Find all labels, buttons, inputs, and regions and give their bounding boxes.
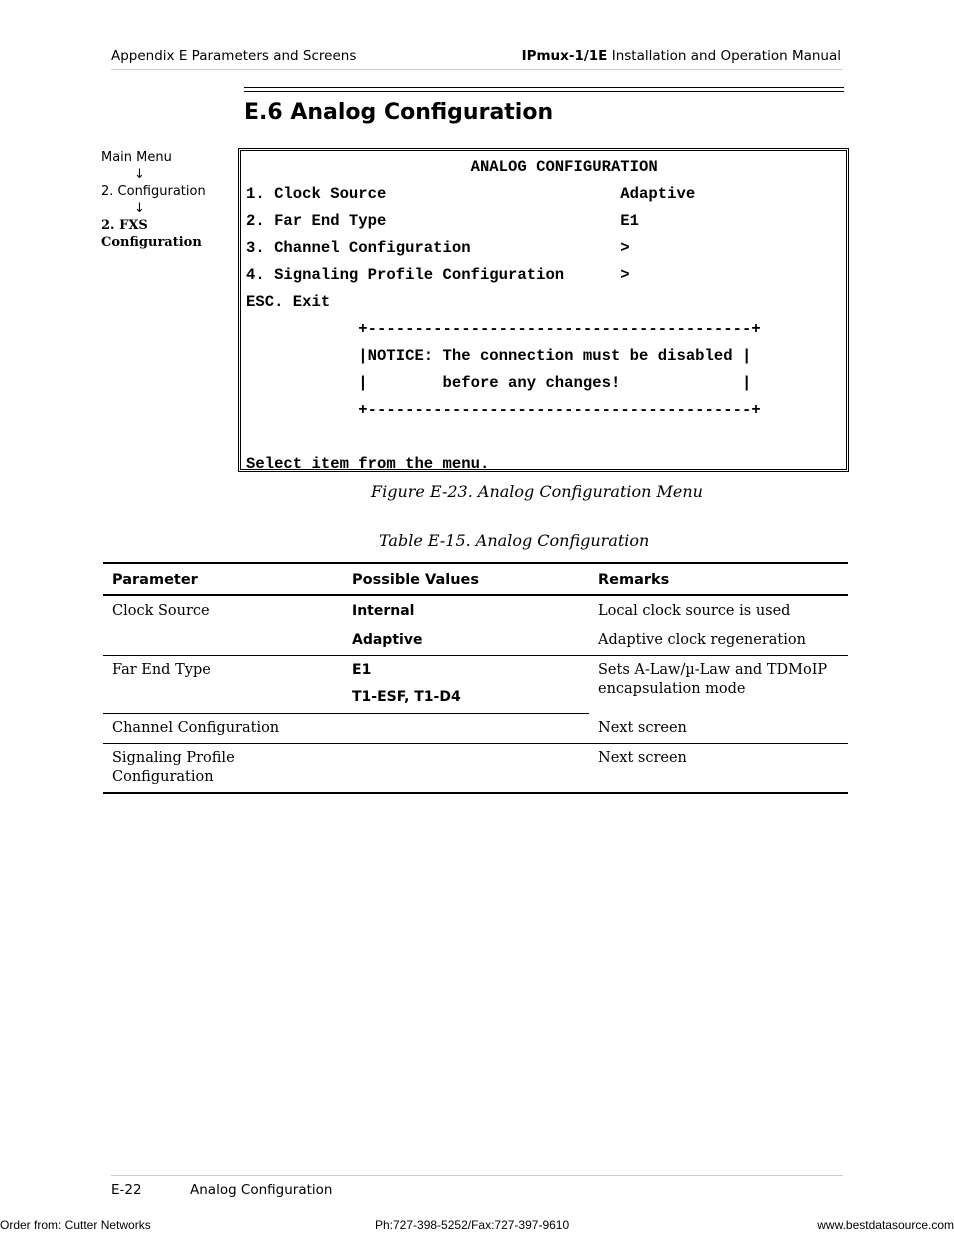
footer-section-title: Analog Configuration (190, 1182, 333, 1198)
manual-product-name: IPmux-1/1E (521, 48, 608, 64)
order-source: Order from: Cutter Networks (0, 1218, 151, 1232)
table-cell (103, 625, 343, 656)
terminal-text (246, 154, 761, 478)
menu-path-navigation (101, 149, 236, 251)
table-cell: Signaling Profile Configuration (103, 744, 343, 794)
table-cell: Adaptive clock regeneration (589, 625, 848, 656)
parameters-table (103, 562, 848, 794)
manual-title: Installation and Operation Manual (607, 48, 841, 64)
column-header-values: Possible Values (343, 563, 589, 595)
table-cell (343, 744, 589, 794)
table-row (103, 744, 848, 794)
table-row (103, 595, 848, 625)
terminal-line: 3. Channel Configuration > (246, 239, 630, 257)
terminal-line: | before any changes! | (246, 374, 752, 392)
running-header-left: Appendix E Parameters and Screens (111, 48, 357, 64)
figure-caption: Figure E-23. Analog Configuration Menu (371, 482, 703, 501)
table-cell: Adaptive (343, 625, 589, 656)
table-cell: Sets A-Law/µ-Law and TDMoIP encapsulation mode (598, 662, 828, 697)
terminal-screen (238, 148, 849, 472)
nav-current-line1: 2. FXS (101, 218, 148, 233)
table-cell (343, 714, 589, 744)
down-arrow-icon: ↓ (134, 201, 145, 216)
nav-main-menu: Main Menu (101, 150, 172, 165)
table-header-row (103, 563, 848, 595)
table-cell: Next screen (589, 744, 848, 794)
page-number: E-22 (111, 1182, 142, 1198)
column-header-remarks: Remarks (589, 563, 848, 595)
table-cell: Internal (352, 603, 415, 619)
terminal-line: 4. Signaling Profile Configuration > (246, 266, 630, 284)
down-arrow-icon: ↓ (134, 167, 145, 182)
terminal-line: +-----------------------------------------+ (246, 401, 761, 419)
table-row (103, 714, 848, 744)
column-header-parameter: Parameter (103, 563, 343, 595)
table-cell: Next screen (589, 714, 848, 744)
table-cell: E1 (352, 662, 372, 678)
terminal-line: 2. Far End Type E1 (246, 212, 640, 230)
footer-divider (111, 1175, 843, 1176)
table-cell: Local clock source is used (598, 603, 791, 619)
section-title: E.6 Analog Configuration (244, 100, 554, 125)
website-url: www.bestdatasource.com (817, 1218, 954, 1232)
table-cell: T1-ESF, T1-D4 (343, 684, 589, 714)
terminal-line: Select item from the menu. (246, 455, 490, 473)
table-cell: Far End Type (112, 662, 211, 678)
nav-current-line2: Configuration (101, 235, 202, 250)
table-cell: Channel Configuration (103, 714, 343, 744)
terminal-line: +-----------------------------------------+ (246, 320, 761, 338)
table-row (103, 656, 848, 685)
phone-fax: Ph:727-398-5252/Fax:727-397-9610 (375, 1218, 570, 1232)
terminal-line: |NOTICE: The connection must be disabled | (246, 347, 752, 365)
terminal-line: ESC. Exit (246, 293, 331, 311)
header-divider (111, 69, 843, 70)
table-cell: Clock Source (112, 603, 210, 619)
table-cell (103, 684, 343, 714)
nav-configuration: 2. Configuration (101, 184, 206, 199)
running-header-right (522, 48, 841, 64)
table-row (103, 625, 848, 656)
terminal-line: ANALOG CONFIGURATION (246, 158, 658, 176)
section-double-rule (244, 87, 844, 92)
table-caption: Table E-15. Analog Configuration (379, 531, 650, 550)
terminal-line: 1. Clock Source Adaptive (246, 185, 696, 203)
